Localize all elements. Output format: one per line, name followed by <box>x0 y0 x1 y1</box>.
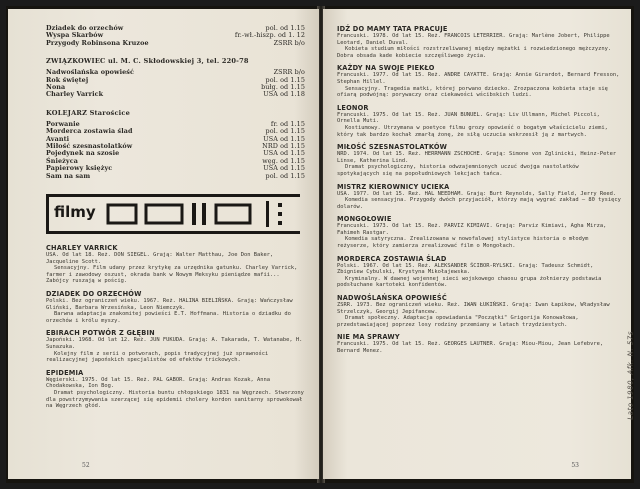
film-credits: Polski. 1967. Od lat 15. Reż. ALEKSANDER ŚCIBOR-RYLSKI. Grają: Tadeusz Schmidt, Zbigniew Cybulski, Krystyna Mikołajewska. <box>337 262 594 276</box>
listing-title: Pojedynek na szosie <box>46 149 120 158</box>
film-entry <box>46 290 305 324</box>
listing-title: Rok świętej <box>46 75 89 84</box>
film-credits: Japoński. 1968. Od lat 12. Reż. JUN FUKUDA. Grają: A. Takarada, T. Watanabe, H. Sunazuka. <box>46 337 303 351</box>
film-credits: Francuski. 1973. Od lat 15. Reż. PARVIZ KIMIAVI. Grają: Parviz Kimiavi, Agha Mirza, Fahimeh Rastgar. <box>337 223 607 236</box>
listing-row <box>46 173 305 180</box>
film-title: MONGOŁOWIE <box>337 215 392 224</box>
film-description: Komedia sensacyjna. Przygody dwóch przyjaciół, którzy mają wygrać zakład — 80 tysięcy dolarów. <box>337 197 621 210</box>
film-credits: NRD. 1974. Od lat 15. Reż. HERRMANN ZSCHOCHE. Grają: Simone von Zglinicki, Heinz-Peter Linse, Katherina Lind. <box>337 151 617 164</box>
listing-info: bułg. od 1.15 <box>261 83 305 92</box>
top-listing <box>46 25 305 47</box>
film-description: Sensacyjny. Film udany przez krytykę za urzędnika gatunku. Charley Varrick, farmer i zawodowy oszust, okrada bank w Nowym Meksyku pieniądze mafii... Zabójcy ruszają w pościg. <box>46 265 298 285</box>
film-description: Komedia satyryczna. Zrealizowana w nowofalowej stylistyce historia o młodym reżyserze, który zamierza zrealizować film o Mongołach. <box>337 236 589 250</box>
film-entry <box>46 329 305 363</box>
film-title: KAŻDY NA SWOJE PIEKŁO <box>337 64 435 73</box>
film-title: CHARLEY VARRICK <box>46 244 118 253</box>
listing-title: Przygody Robinsona Kruzoe <box>46 38 149 47</box>
film-entry <box>337 104 621 138</box>
listing-title: Morderca zostawia ślad <box>46 127 133 136</box>
listing-title: Avanti <box>46 134 70 143</box>
film-credits: Polski. Bez ograniczeń wieku. 1967. Reż. HALINA BIELIŃSKA. Grają: Wańczysław Gliński, Barbara Wrzesińska, Leon Niemczyk. <box>46 298 293 311</box>
filmy-logo <box>46 194 300 234</box>
film-entry <box>337 294 621 328</box>
listing-title: Nona <box>46 83 66 92</box>
listing-info: pol. od 1.15 <box>265 75 305 84</box>
listing-row <box>46 40 305 47</box>
listing-info: pol. od 1.15 <box>265 171 305 180</box>
listing-info: USA od 1.15 <box>263 149 305 158</box>
listing-info: NRD od 1.15 <box>262 142 305 151</box>
film-entry <box>337 215 621 249</box>
film-credits: Francuski. 1975. Od lat 15. Reż. JUAN BUNUEL. Grają: Liv Ullmann, Michel Piccoli, Ornella Muti. <box>337 111 600 125</box>
film-description: Kryminalny. W dawnej wojennej sieci wojskowego chaosu grupa żołnierzy podstawia podsłuchane kartoteki konfidentów. <box>337 275 602 289</box>
listing-title: Sam na sam <box>46 171 91 180</box>
listing-info: ZSRR b/o <box>273 38 305 47</box>
listing-title: Śnieżyca <box>46 156 78 165</box>
theater-heading: ZWIĄZKOWIEC ul. M. C. Skłodowskiej 3, tel. 220-78 <box>46 57 249 66</box>
film-title: EBIRACH POTWÓR Z GŁĘBIN <box>46 329 155 338</box>
listing-title: Miłość szesnastolatków <box>46 142 133 151</box>
film-entry <box>337 143 621 177</box>
listing-info: fr.-wł.-hiszp. od 1. 12 <box>234 31 305 40</box>
film-credits: Francuski. 1977. Od lat 15. Reż. ANDRE CAYATTE. Grają: Annie Girardot, Bernard Fresson, Stephan Hillel. <box>337 72 620 85</box>
film-description: Dramat społeczny. Adaptacja opowiadania "Początki" Grigorija Konowałowa, przedstawiającej poprzez losy rodziny przemiany w latach trzydziestych. <box>337 315 579 328</box>
film-title: MORDERCA ZOSTAWIA ŚLAD <box>337 254 447 263</box>
listing-info: USA od 1.15 <box>263 134 305 143</box>
film-entry <box>337 64 621 98</box>
film-credits: ZSRR. 1973. Bez ograniczeń wieku. Reż. IWAN ŁUKIŃSKI. Grają: Iwan Łapikow, Władysław Strzelczyk, Georgij Jepifancew. <box>337 302 610 315</box>
right-page <box>323 9 635 479</box>
film-title: DZIADEK DO ORZECHÓW <box>46 290 142 299</box>
listing-info: pol. od 1.15 <box>265 24 305 32</box>
film-title: IDŹ DO MAMY TATA PRACUJE <box>337 25 448 33</box>
film-entry <box>46 369 305 410</box>
film-description: Kolejny film z serii o potworach, popis tradycyjnej już sprawności realizacyjnej japońskich specjalistów od efektów trickowych. <box>46 350 269 364</box>
film-description: Kostiumowy. Utrzymana w poetyce filmu grozy opowieść o bogatym właścicielu ziemi, który tak bardzo kochał zmarłą żonę, że siłą uczucia wskrzesił ją z martwych. <box>337 124 608 138</box>
film-credits: Francuski. 1978. Od lat 15. Reż. FRANCOIS LETERRIER. Grają: Marlène Jobert, Philippe Leotard, Daniel Duval. <box>337 33 610 46</box>
left-page <box>8 9 319 479</box>
film-entry <box>337 25 621 59</box>
listing-title: Wyspa Skarbów <box>46 31 104 40</box>
film-entry <box>337 333 621 354</box>
theater-heading: KOLEJARZ Starościce <box>46 108 130 117</box>
listing-info: węg. od 1.15 <box>262 156 305 165</box>
listing-info: ZSRR b/o <box>273 68 305 77</box>
handwritten-margin-note: Lato 1980, Afk. N. 57s <box>627 331 635 420</box>
listing-title: Nadwoślańska opowieść <box>46 68 134 77</box>
filmy-logo-text: filmy <box>54 203 96 222</box>
film-description: Dramat psychologiczny, historia odwzajemnionych uczuć dwojga nastolatków spotykających się na popołudniowych lekcjach tańca. <box>337 164 579 177</box>
film-credits: Węgierski. 1975. Od lat 15. Reż. PAL GABOR. Grają: Andras Kozak, Anna Chodakowska, Ion Bog. <box>46 376 270 390</box>
listing-title: Charley Varrick <box>46 90 104 99</box>
listing-info: pol. od 1.15 <box>265 127 305 136</box>
film-description: Barwna adaptacja znakomitej powieści E.T. Hoffmana. Historia o dziadku do orzechów i królu myszy. <box>46 311 291 324</box>
film-title: LEONOR <box>337 103 369 112</box>
listing-info: fr. od 1.15 <box>270 119 305 128</box>
listing-info: USA od 1.15 <box>263 164 305 173</box>
listing-title: Papierowy księżyc <box>46 164 113 173</box>
film-credits: Francuski. 1975. Od lat 15. Reż. GEORGES LAUTNER. Grają: Miou-Miou, Jean Lefebvre, Bernard Menez. <box>337 341 604 354</box>
film-entry <box>337 255 621 289</box>
theater-listing <box>46 69 305 99</box>
film-title: MISTRZ KIEROWNICY UCIEKA <box>337 182 450 191</box>
film-description: Kobieta studium miłości rozstrzeliwanej między mężatki i rozwiedzionego mężczyzny. Dobra obsada kade kobiecie szczęśliwego życia. <box>337 46 612 59</box>
film-title: NADWOŚLAŃSKA OPOWIEŚĆ <box>337 294 447 303</box>
page-number: 52 <box>82 462 90 469</box>
listing-info: USA od 1.18 <box>263 90 305 99</box>
film-title: NIE MA SPRAWY <box>337 333 400 342</box>
film-title: MIŁOŚĆ SZESNASTOLATKÓW <box>337 143 448 152</box>
listing-title: Porwanie <box>46 119 80 128</box>
theater-listing <box>46 121 305 180</box>
film-credits: USA. 1977. Od lat 15. Reż. HAL NEEDHAM. Grają: Burt Reynolds, Sally Field, Jerry Reed. <box>337 190 617 197</box>
listing-row <box>46 91 305 98</box>
film-entry <box>337 183 621 211</box>
film-entry <box>46 244 305 285</box>
film-strip-icon <box>106 199 296 229</box>
film-description: Sensacyjny. Tragedia matki, której porwano dziecko. Zrozpaczona kobieta staje się ofiarą podwójną: porywaczy oraz ciekawości wścibskich ludzi. <box>337 85 608 99</box>
page-number: 53 <box>571 462 579 469</box>
film-description: Dramat psychologiczny. Historia buntu chłopskiego 1831 na Węgrzech. Stworzony dla powstrzymywania szerzącej się epidemii cholery kordon sanitarny sprowokował na Węgrzech głód. <box>46 390 304 410</box>
film-credits: USA. Od lat 18. Reż. DON SIEGEL. Grają: Walter Matthau, Joe Don Baker, Jacqueline Scott. <box>46 252 274 265</box>
book-spread <box>6 6 634 483</box>
film-title: EPIDEMIA <box>46 368 84 377</box>
listing-title: Dziadek do orzechów <box>46 24 124 32</box>
